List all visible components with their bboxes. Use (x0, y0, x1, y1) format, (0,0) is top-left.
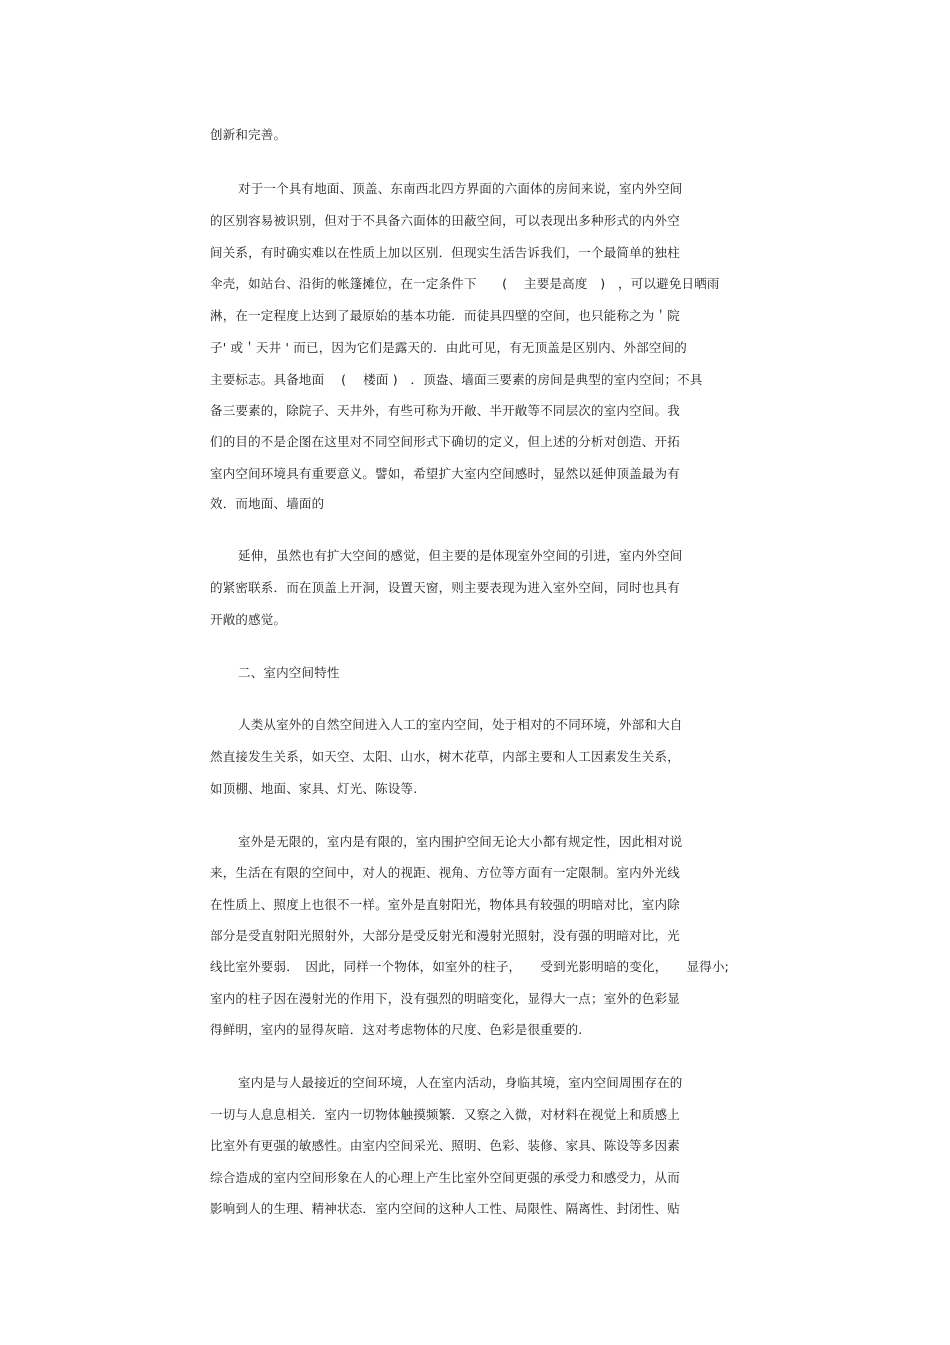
text-line: 的区别容易被识别，但对于不具备六面体的田蔽空间，可以表现出多种形式的内外空 (210, 213, 680, 228)
text-line: 影响到人的生理、精神状态．室内空间的这种人工性、局限性、隔离性、封闭性、贴 (210, 1201, 680, 1216)
text-line: 室外是无限的，室内是有限的，室内围护空间无论大小都有规定性，因此相对说 (238, 834, 683, 849)
text-line: 子' 或＇天井 ' 而已，因为它们是露天的．由此可见，有无顶盖是区别内、外部空间的 (210, 340, 687, 355)
text-line: 们的目的不是企图在这里对不同空间形式下确切的定义，但上述的分析对创造、开拓 (210, 434, 680, 449)
text-line: 的紧密联系．而在顶盖上开洞，设置天窗，则主要表现为进入室外空间，同时也具有 (210, 580, 680, 595)
text-line: 伞壳，如站台、沿街的帐篷摊位，在一定条件下 ( 主要是高度 ) ，可以避免日晒雨 (210, 276, 720, 291)
text-line: 人类从室外的自然空间进入人工的室内空间，处于相对的不同环境，外部和大自 (238, 717, 683, 732)
text-line: 室内空间环境具有重要意义。譬如，希望扩大室内空间感时，显然以延伸顶盖最为有 (210, 466, 680, 481)
text-line: 效．而地面、墙面的 (210, 496, 325, 511)
text-line: 然直接发生关系，如天空、太阳、山水，树木花草，内部主要和人工因素发生关系， (210, 749, 680, 764)
text-line: 综合造成的室内空间形象在人的心理上产生比室外空间更强的承受力和感受力，从而 (210, 1170, 680, 1185)
text-line: 比室外有更强的敏感性。由室内空间采光、照明、色彩、装修、家具、陈设等多因素 (210, 1138, 680, 1153)
text-line: 对于一个具有地面、顶盖、东南西北四方界面的六面体的房间来说，室内外空间 (238, 181, 683, 196)
text-line: 主要标志。具备地面 ( 楼面 ) ．顶盎、墙面三要素的房间是典型的室内空间；不具 (210, 372, 703, 387)
text-line: 淋，在一定程度上达到了最原始的基本功能．而徒具四壁的空间，也只能称之为＇院 (210, 308, 680, 323)
text-line: 延伸，虽然也有扩大空间的感觉，但主要的是体现室外空间的引进，室内外空间 (238, 548, 683, 563)
text-line: 室内是与人最接近的空间环境，人在室内活动，身临其境，室内空间周围存在的 (238, 1075, 683, 1090)
text-line: 室内的柱子因在漫射光的作用下，没有强烈的明暗变化，显得大一点；室外的色彩显 (210, 991, 680, 1006)
text-line: 创新和完善。 (210, 127, 287, 142)
text-line: 在性质上、照度上也很不一样。室外是直射阳光，物体具有较强的明暗对比，室内除 (210, 897, 680, 912)
section-heading: 二、室内空间特性 (238, 665, 340, 680)
text-line: 来，生活在有限的空间中，对人的视距、视角、方位等方面有一定限制。室内外光线 (210, 865, 680, 880)
text-line: 部分是受直射阳光照射外，大部分是受反射光和漫射光照射，没有强的明暗对比，光 (210, 928, 680, 943)
text-line: 如顶棚、地面、家具、灯光、陈设等. (210, 781, 418, 796)
text-line: 开敞的感觉。 (210, 612, 287, 627)
text-line: 得鲜明，室内的显得灰暗．这对考虑物体的尺度、色彩是很重要的. (210, 1022, 583, 1037)
text-line: 间关系，有时确实难以在性质上加以区别．但现实生活告诉我们，一个最简单的独柱 (210, 245, 680, 260)
text-line: 线比室外要弱． 因此，同样一个物体，如室外的柱子， 受到光影明暗的变化， 显得小; (210, 959, 730, 974)
text-line: 备三要素的，除院子、天井外，有些可称为开敞、半开敞等不同层次的室内空间。我 (210, 403, 680, 418)
text-line: 一切与人息息相关．室内一切物体触摸频繁．又察之入微，对材料在视觉上和质感上 (210, 1107, 680, 1122)
